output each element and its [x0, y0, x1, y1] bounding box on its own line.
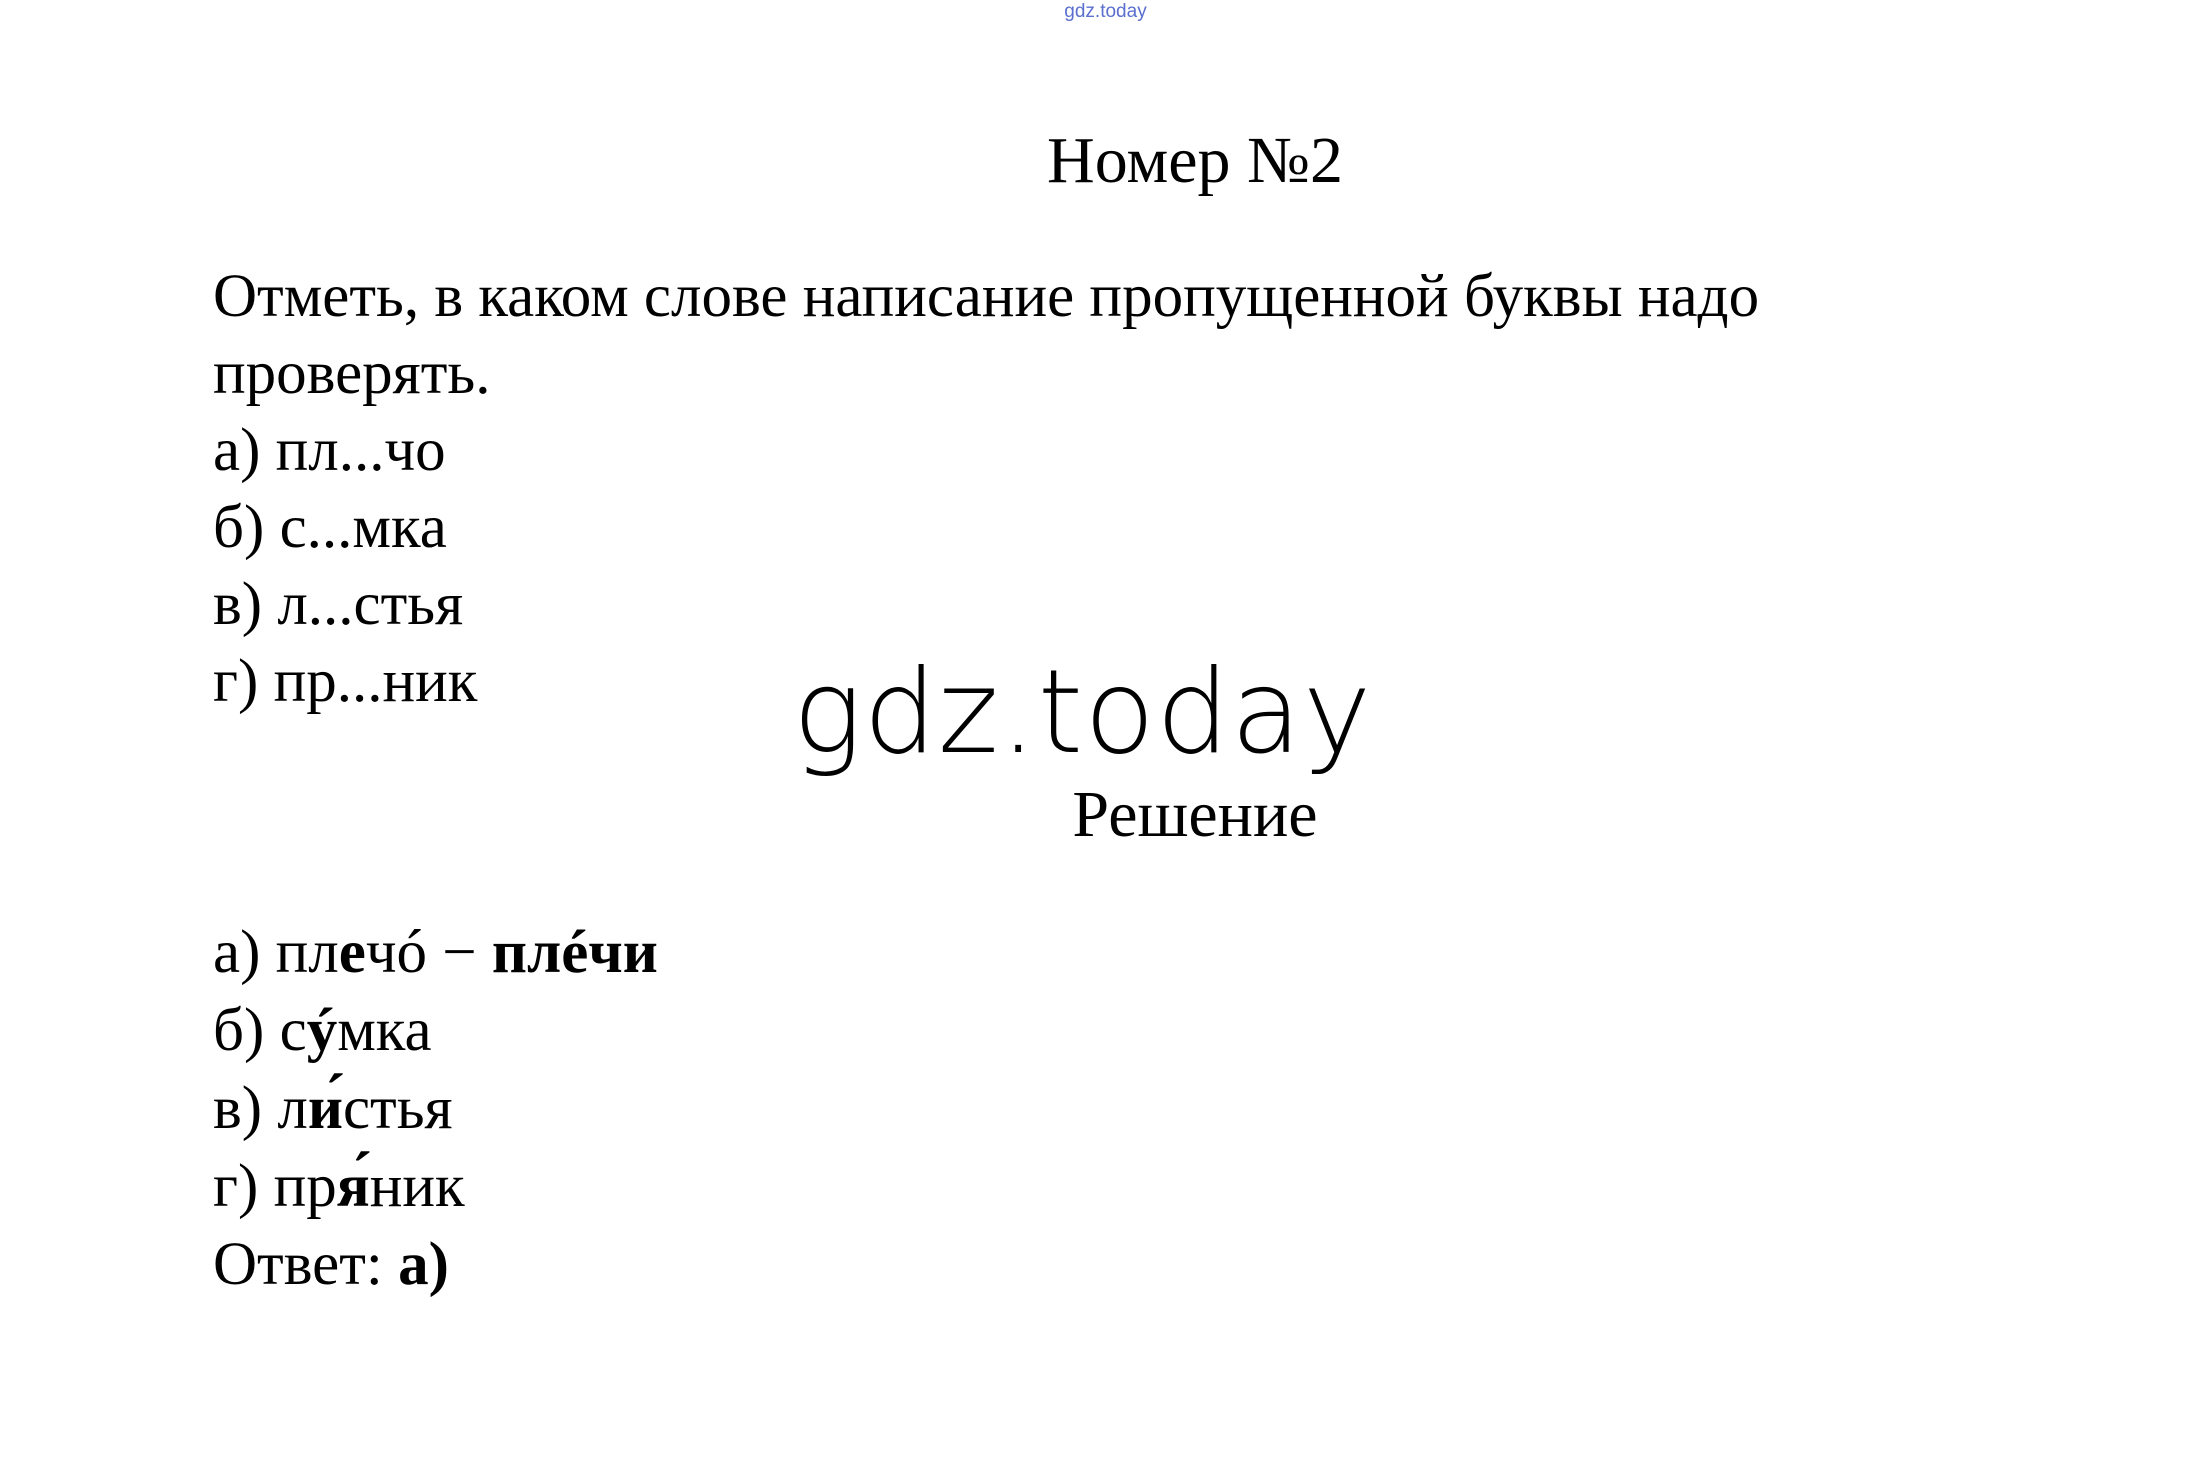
- answer-line: [213, 1226, 2113, 1304]
- solution-d-letter: я́: [336, 1153, 370, 1220]
- solution-d-prefix: г) пр: [213, 1153, 337, 1220]
- solution-a-rest: чó −: [365, 919, 492, 986]
- solution-b-letter: ý: [306, 997, 338, 1064]
- option-a: а) пл...чо: [213, 417, 446, 484]
- answer-label: Ответ:: [213, 1231, 399, 1298]
- page-title: Номер №2: [1047, 124, 1343, 197]
- solution-line-d: [213, 1148, 2113, 1226]
- site-logo-watermark: gdz.today: [792, 645, 1373, 780]
- solution-a-check-word: плéчи: [491, 919, 658, 986]
- solution-d-rest: ник: [369, 1153, 465, 1220]
- solution-c-rest: стья: [342, 1075, 453, 1142]
- solution-block: [213, 914, 2113, 1304]
- solution-a-letter: е: [338, 919, 366, 986]
- solution-line-a: [213, 914, 2113, 992]
- option-c: в) л...стья: [213, 571, 464, 638]
- answer-value: а): [398, 1231, 449, 1298]
- task-question-line-2: проверять.: [213, 340, 491, 407]
- solution-b-rest: мка: [337, 997, 432, 1064]
- solution-b-prefix: б) с: [213, 997, 307, 1064]
- solution-c-letter: и́: [307, 1075, 343, 1142]
- solution-line-c: [213, 1070, 2113, 1148]
- solution-c-prefix: в) л: [213, 1075, 308, 1142]
- top-watermark: gdz.today: [1064, 1, 1147, 22]
- option-b: б) с...мка: [213, 494, 447, 561]
- solution-a-prefix: а) пл: [213, 919, 339, 986]
- solution-heading: Решение: [1072, 778, 1318, 851]
- solution-line-b: [213, 992, 2113, 1070]
- task-question-line-1: Отметь, в каком слове написание пропущенной буквы надо: [213, 263, 1760, 330]
- option-d: г) пр...ник: [213, 648, 478, 715]
